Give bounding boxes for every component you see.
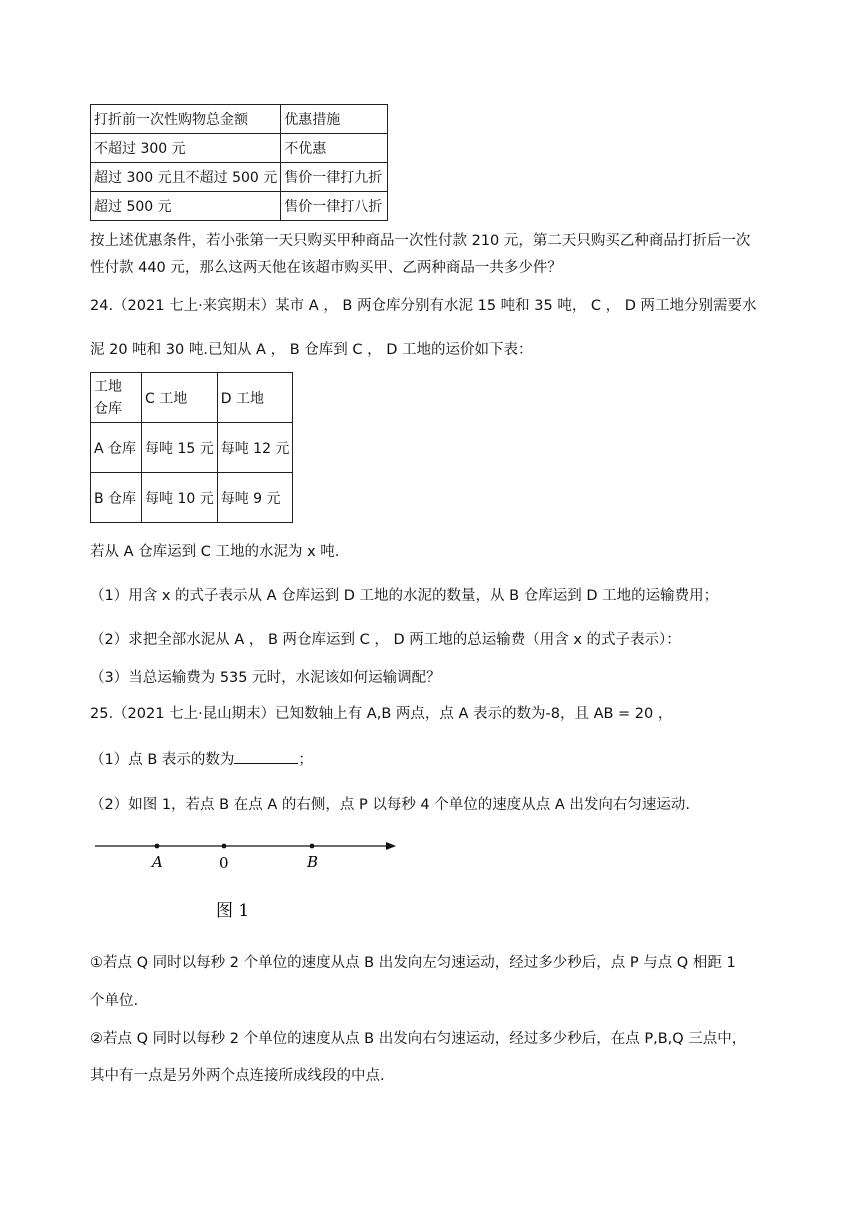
q25-sub2: （2）如图 1，若点 B 在点 A 的右侧，点 P 以每秒 4 个单位的速度从点 A 出发向右匀速运动. [90,797,691,813]
table-cell: 售价一律打八折 [281,192,388,221]
q24-condition: 若从 A 仓库运到 C 工地的水泥为 x 吨. [90,544,340,560]
q25-sub1-end: ； [298,752,313,768]
table-cell: 超过 500 元 [91,192,281,221]
table-cell: C 工地 [142,373,218,423]
corner-bottom-label: 仓库 [94,400,122,417]
table-row [91,134,388,163]
q25-part1-line2: 个单位. [90,993,139,1009]
corner-top-label: 工地 [94,378,122,395]
arrow-head-icon [386,842,396,850]
table-row [91,105,388,134]
number-line-figure [90,830,410,930]
q25-line1: 25.（2021 七上·昆山期末）已知数轴上有 A,B 两点，点 A 表示的数为-8，且 AB = 20 ， [90,706,673,722]
table-row [91,163,388,192]
q24-line1: 24.（2021 七上·来宾期末）某市 A ， B 两仓库分别有水泥 15 吨和 35 吨， C ， D 两工地分别需要水 [90,298,757,314]
freight-table [90,372,293,523]
table-row [91,373,293,423]
table-cell: D 工地 [217,373,293,423]
table-cell: 打折前一次性购物总金额 [91,105,281,134]
q24-line2: 泥 20 吨和 30 吨.已知从 A ， B 仓库到 C ， D 工地的运价如下表： [90,342,533,358]
discount-table [90,104,388,221]
table-row [91,423,293,473]
table-cell: 优惠措施 [281,105,388,134]
label-a: A [152,853,163,871]
table-cell: 每吨 12 元 [217,423,293,473]
table-corner-cell [91,373,142,423]
table-cell: 超过 300 元且不超过 500 元 [91,163,281,192]
figure-caption: 图 1 [216,901,250,921]
label-b: B [307,853,319,871]
q24-sub2: （2）求把全部水泥从 A ， B 两仓库运到 C ， D 两工地的总运输费（用含 x 的式子表示）： [90,632,681,648]
q24-sub3: （3）当总运输费为 535 元时，水泥该如何运输调配？ [90,670,441,686]
table-cell: A 仓库 [91,423,142,473]
table-cell: 不优惠 [281,134,388,163]
origin-dot [222,844,227,849]
table-cell: 售价一律打九折 [281,163,388,192]
table-cell: 每吨 10 元 [142,473,218,523]
label-zero: 0 [219,854,229,872]
point-b-dot [310,844,315,849]
q24-sub1: （1）用含 x 的式子表示从 A 仓库运到 D 工地的水泥的数量，从 B 仓库运到 D 工地的运输费用； [90,588,719,604]
q25-sub1-text: （1）点 B 表示的数为 [90,752,235,768]
point-a-dot [155,844,160,849]
q25-sub1 [90,749,313,770]
q25-part2-line2: 其中有一点是另外两个点连接所成线段的中点. [90,1068,385,1084]
table-cell: 不超过 300 元 [91,134,281,163]
table-row [91,473,293,523]
table-row [91,192,388,221]
q23-text-line1: 按上述优惠条件，若小张第一天只购买甲种商品一次性付款 210 元，第二天只购买乙种商品打折后一次 [90,233,751,249]
table-cell: B 仓库 [91,473,142,523]
q23-text-line2: 性付款 440 元，那么这两天他在该超市购买甲、乙两种商品一共多少件？ [90,260,562,276]
answer-blank [234,749,298,764]
q25-part2-line1: ②若点 Q 同时以每秒 2 个单位的速度从点 B 出发向右匀速运动，经过多少秒后，在点 P,B,Q 三点中， [90,1031,747,1047]
table-cell: 每吨 15 元 [142,423,218,473]
q25-part1-line1: ①若点 Q 同时以每秒 2 个单位的速度从点 B 出发向左匀速运动，经过多少秒后，点 P 与点 Q 相距 1 [90,955,736,971]
table-cell: 每吨 9 元 [217,473,293,523]
